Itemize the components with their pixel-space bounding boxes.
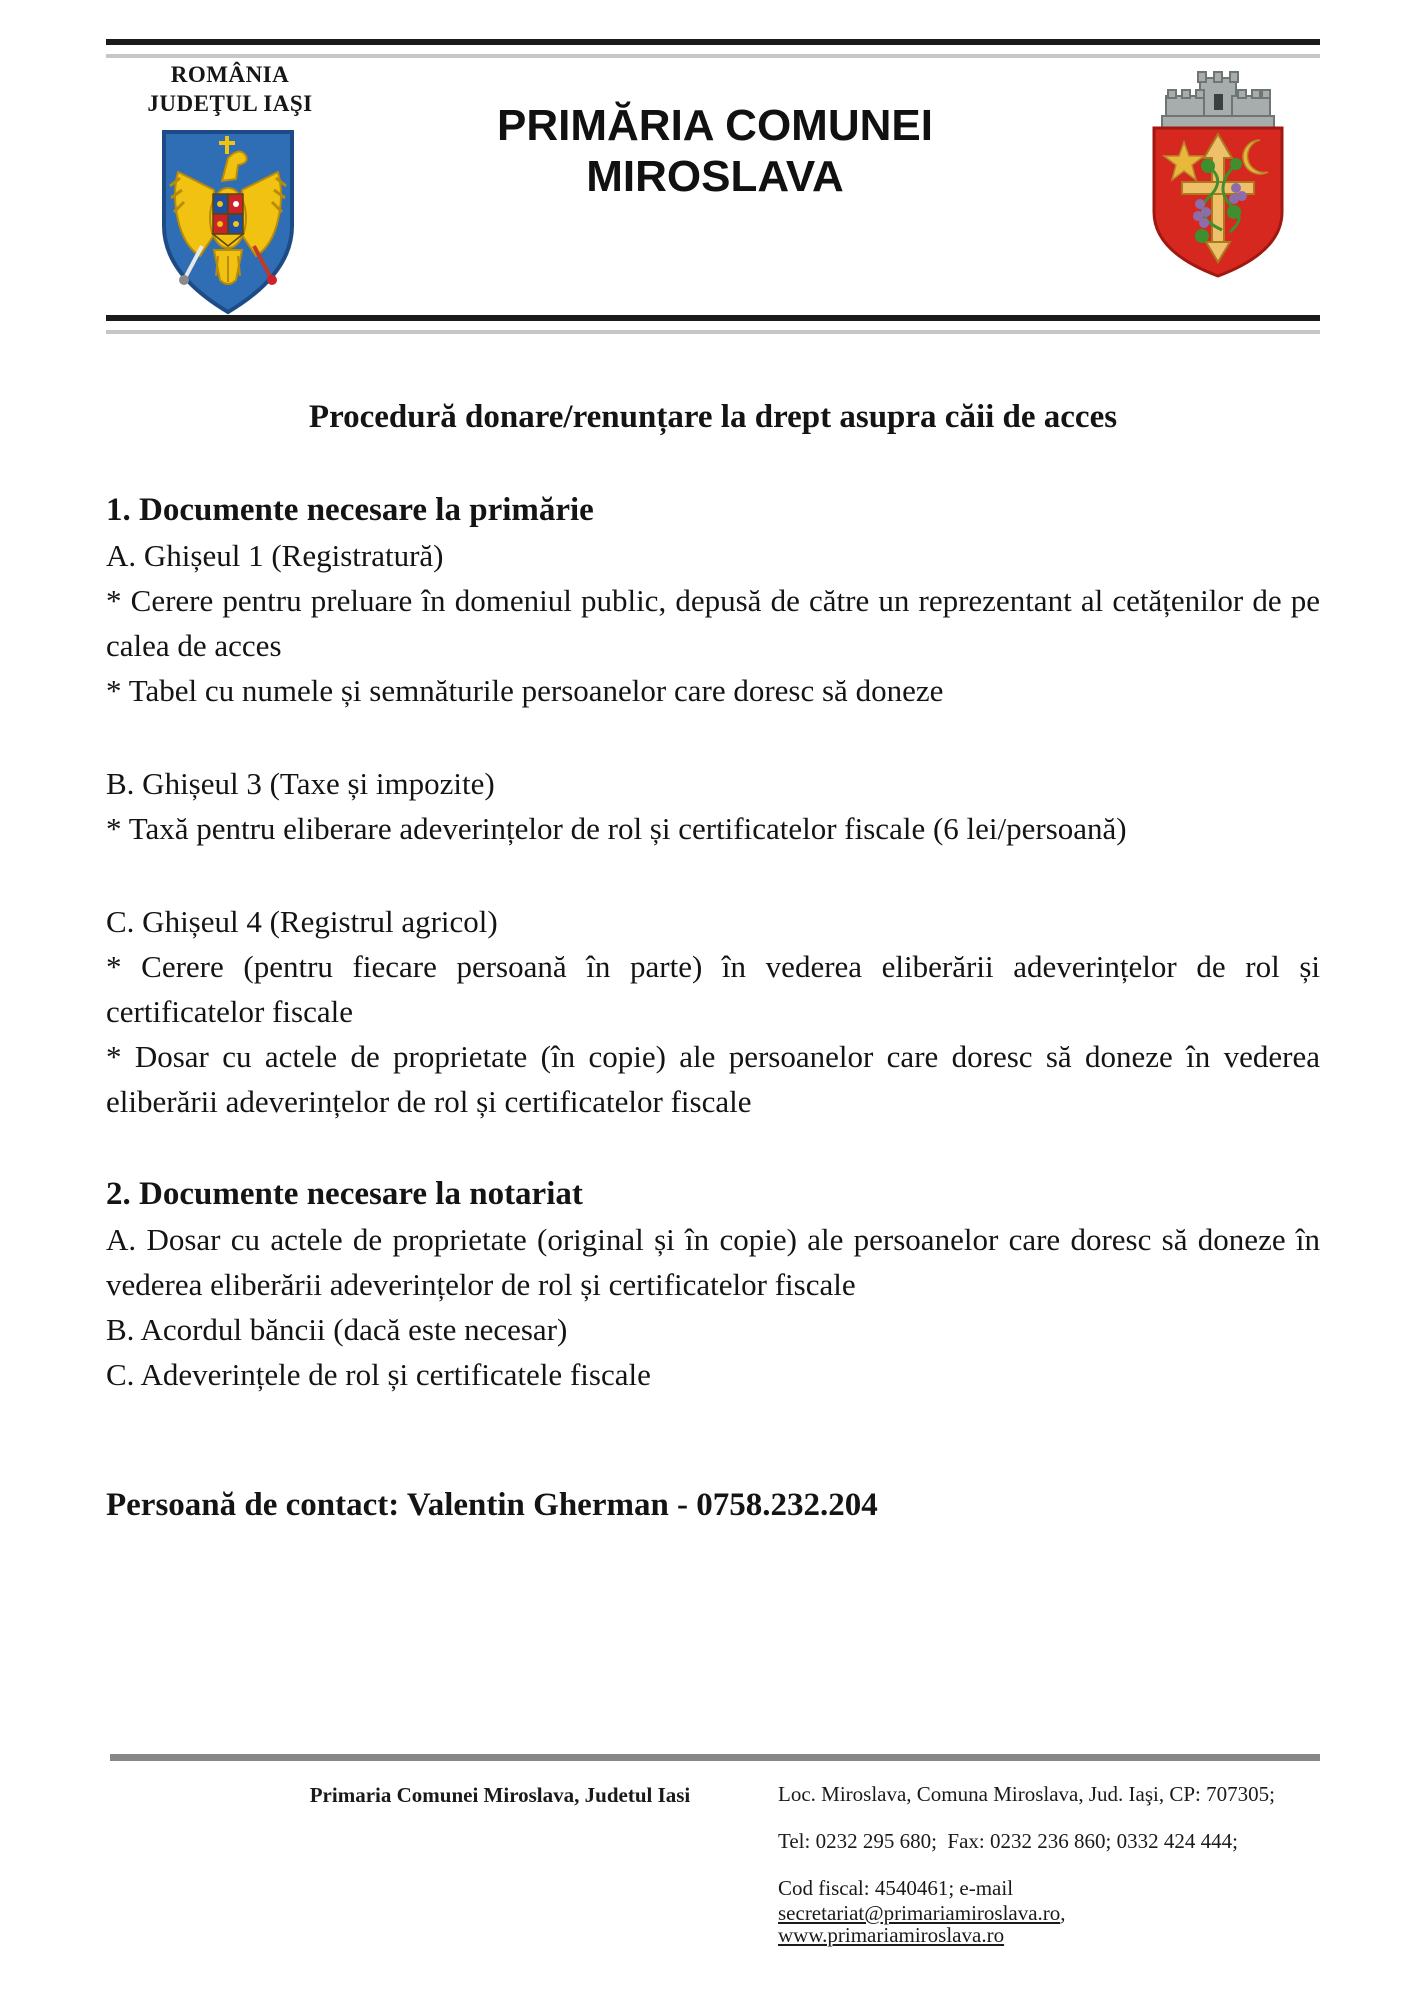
paragraph: * Cerere pentru preluare în domeniul public, depusă de către un reprezentant al cetățenilor de pe calea de acces bbox=[106, 583, 1320, 663]
document-body bbox=[106, 333, 1320, 1528]
paragraph: B. Acordul băncii (dacă este necesar) bbox=[106, 1312, 568, 1347]
footer-address: Loc. Miroslava, Comuna Miroslava, Jud. Iaşi, CP: 707305; bbox=[778, 1782, 1275, 1806]
document-title: Procedură donare/renunțare la drept asupra căii de acces bbox=[308, 399, 1118, 435]
paragraph: A. Dosar cu actele de proprietate (original și în copie) ale persoanelor care doresc să doneze în vederea eliberării adeverințelor de rol și certificatelor fiscale bbox=[106, 1222, 1320, 1302]
footer-organization: Primaria Comunei Miroslava, Judetul Iasi bbox=[309, 1783, 691, 1807]
footer-fiscal-line bbox=[778, 1876, 1298, 1923]
header-bottom-rule-black bbox=[106, 315, 1320, 321]
footer-email-link[interactable]: secretariat@primariamiroslava.ro bbox=[778, 1901, 1061, 1925]
paragraph: A. Ghișeul 1 (Registratură) bbox=[106, 538, 444, 573]
top-rule-black bbox=[106, 39, 1320, 45]
header-title-line1: PRIMĂRIA COMUNEI bbox=[497, 101, 933, 150]
contact-line: Persoană de contact: Valentin Gherman - 0758.232.204 bbox=[106, 1487, 878, 1523]
romania-coat-of-arms-icon bbox=[158, 128, 298, 321]
paragraph: * Dosar cu actele de proprietate (în copie) ale persoanelor care doresc să doneze în vederea eliberării adeverințelor de rol și certificatelor fiscale bbox=[106, 1039, 1320, 1119]
paragraph: B. Ghișeul 3 (Taxe și impozite) bbox=[106, 766, 495, 801]
miroslava-coat-of-arms-icon bbox=[1142, 66, 1294, 289]
footer-fiscal-suffix: , bbox=[1060, 1901, 1066, 1925]
county-label: JUDEŢUL IAŞI bbox=[147, 91, 313, 116]
paragraph: C. Ghișeul 4 (Registrul agricol) bbox=[106, 904, 498, 939]
section-2-heading: 2. Documente necesare la notariat bbox=[106, 1176, 583, 1212]
footer-contact-block bbox=[778, 1782, 1298, 1970]
footer-phones: Tel: 0232 295 680; Fax: 0232 236 860; 0332 424 444; bbox=[778, 1829, 1238, 1853]
section-1-heading: 1. Documente necesare la primărie bbox=[106, 492, 594, 528]
header-left-text bbox=[110, 60, 350, 118]
paragraph: C. Adeverințele de rol și certificatele fiscale bbox=[106, 1357, 651, 1392]
footer-fiscal-prefix: Cod fiscal: 4540461; e-mail bbox=[778, 1876, 1019, 1900]
paragraph: * Cerere (pentru fiecare persoană în parte) în vederea eliberării adeverințelor de rol și certificatelor fiscale bbox=[106, 949, 1320, 1029]
paragraph: * Taxă pentru eliberare adeverințelor de rol și certificatelor fiscale (6 lei/persoană) bbox=[106, 811, 1127, 846]
header-title bbox=[330, 100, 1100, 202]
footer-website-link[interactable]: www.primariamiroslava.ro bbox=[778, 1923, 1005, 1947]
header-title-line2: MIROSLAVA bbox=[586, 152, 844, 201]
top-rule-gray bbox=[106, 54, 1320, 58]
country-label: ROMÂNIA bbox=[170, 62, 290, 87]
footer-rule bbox=[110, 1754, 1320, 1761]
paragraph: * Tabel cu numele și semnăturile persoanelor care doresc să doneze bbox=[106, 673, 944, 708]
